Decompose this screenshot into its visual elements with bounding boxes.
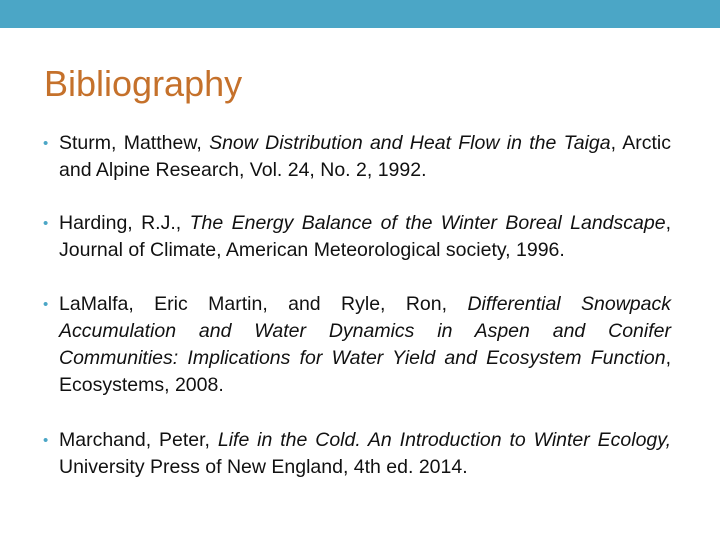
reference-item — [43, 130, 671, 184]
reference-item — [43, 210, 671, 264]
reference-authors: LaMalfa, Eric Martin, and Ryle, Ron, — [59, 293, 468, 315]
bullet-icon: • — [43, 135, 49, 152]
top-accent-bar — [0, 0, 720, 28]
bullet-icon: • — [43, 432, 49, 449]
reference-title: The Energy Balance of the Winter Boreal Landscape — [189, 212, 666, 234]
reference-authors: Marchand, Peter, — [59, 429, 218, 451]
bullet-icon: • — [43, 296, 49, 313]
reference-title: Life in the Cold. An Introduction to Winter Ecology, — [217, 429, 671, 451]
reference-list — [43, 130, 671, 507]
reference-title: Snow Distribution and Heat Flow in the Taiga — [209, 132, 611, 154]
reference-source: , Ecosystems, 2008. — [59, 347, 671, 396]
reference-source: , Arctic and Alpine Research, Vol. 24, No. 2, 1992. — [59, 132, 671, 181]
reference-item — [43, 427, 671, 481]
bullet-icon: • — [43, 215, 49, 232]
reference-item — [43, 291, 671, 399]
reference-title: Differential Snowpack Accumulation and Water Dynamics in Aspen and Conifer Communities: Implications for Water Yield and Ecosystem Function — [59, 293, 671, 369]
reference-source: , Journal of Climate, American Meteorological society, 1996. — [59, 212, 671, 261]
reference-source: University Press of New England, 4th ed. 2014. — [59, 456, 468, 478]
slide-title: Bibliography — [44, 63, 243, 104]
reference-authors: Harding, R.J., — [59, 212, 190, 234]
reference-authors: Sturm, Matthew, — [59, 132, 210, 154]
